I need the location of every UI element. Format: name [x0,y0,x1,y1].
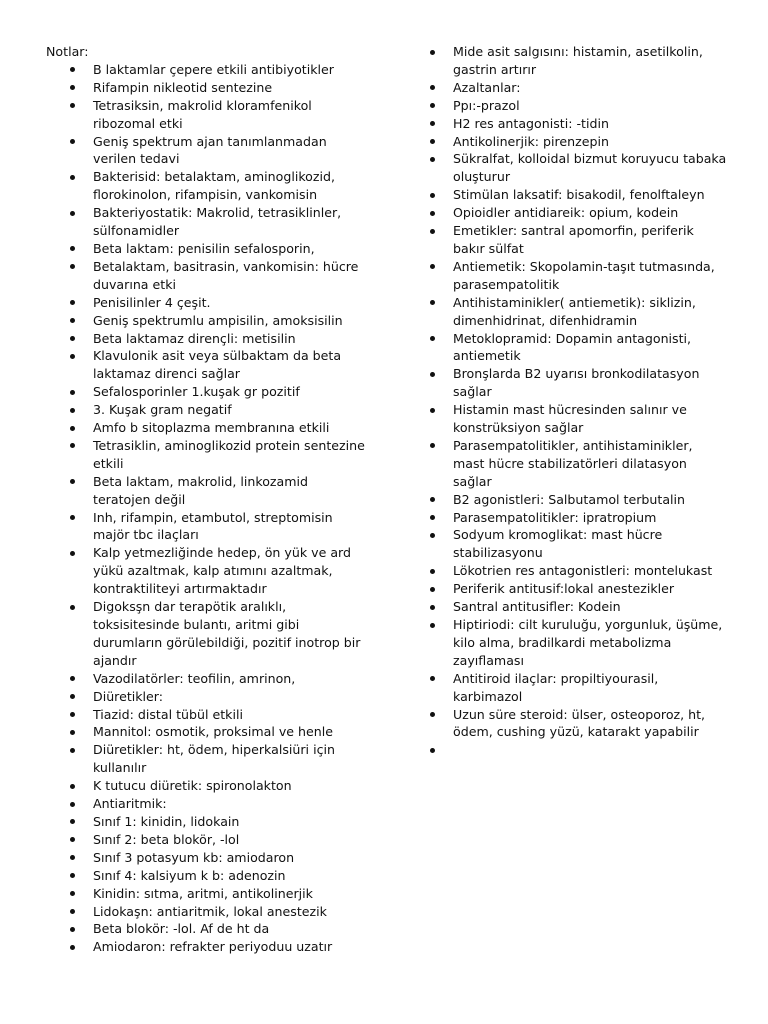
list-item [428,598,728,616]
list-item [46,544,366,598]
list-item-text: Mannitol: osmotik, proksimal ve henle [93,724,334,740]
list-item [46,437,366,473]
list-item-text: Tiazid: distal tübül etkili [93,706,243,722]
list-item [46,741,366,777]
list-item-text: Antikolinerjik: pirenzepin [453,133,609,149]
list-item [46,849,366,867]
list-item-text: Beta laktam: penisilin sefalosporin, [93,240,315,256]
list-item [46,509,366,545]
list-item [428,437,728,491]
list-item-text: Santral antitusifler: Kodein [453,599,621,615]
list-item [428,294,728,330]
list-item-text: Antihistaminikler( antiemetik): siklizin, dimenhidrinat, difenhidramin [453,294,696,328]
list-item-text [453,741,728,759]
list-item [46,347,366,383]
list-item [46,795,366,813]
list-item [46,204,366,240]
list-item-text: Diüretikler: ht, ödem, hiperkalsiüri için kullanılır [93,742,335,776]
list-item [46,688,366,706]
list-item-text: 3. Kuşak gram negatif [93,402,232,418]
list-item-text: Metoklopramid: Dopamin antagonisti, antiemetik [453,330,692,364]
list-item-text: Lökotrien res antagonistleri: montelukast [453,563,713,579]
list-item-text: Lidokaşn: antiaritmik, lokal anestezik [93,903,327,919]
list-item-text: Bakterisid: betalaktam, aminoglikozid, florokinolon, rifampisin, vankomisin [93,169,335,203]
list-item-text: Diüretikler: [93,688,164,704]
list-item-text: Emetikler: santral apomorfin, periferik bakır sülfat [453,223,694,256]
list-item [46,670,366,688]
right-bullet-list [428,43,728,759]
list-item [428,670,728,706]
list-item-text: B laktamlar çepere etkili antibiyotikler [93,61,334,77]
list-item-text: Tetrasiklin, aminoglikozid protein sentezine etkili [93,437,365,471]
list-item [46,258,366,294]
list-item [46,240,366,258]
list-item [428,741,728,759]
list-item [428,222,728,258]
list-item [46,867,366,885]
list-item [46,831,366,849]
list-item-text: Hiptiriodi: cilt kuruluğu, yorgunluk, üşüme, kilo alma, bradilkardi metabolizma zayıflaması [453,617,723,668]
list-item-text: Periferik antitusif:lokal anestezikler [453,581,675,597]
list-item [46,885,366,903]
list-item-text: Stimülan laksatif: bisakodil, fenolftaleyn [453,187,705,203]
list-item-text: Bakteriyostatik: Makrolid, tetrasiklinler, sülfonamidler [93,205,342,239]
list-item-text: Antiaritmik: [93,796,167,812]
list-item [428,580,728,598]
list-item-text: Bronşlarda B2 uyarısı bronkodilatasyon sağlar [453,366,700,400]
list-item-text: Uzun süre steroid: ülser, osteoporoz, ht, ödem, cushing yüzü, katarakt yapabilir [453,706,706,740]
list-item [428,365,728,401]
list-item-text: Vazodilatörler: teofilin, amrinon, [93,670,296,686]
list-item [428,186,728,204]
list-item [428,616,728,670]
list-item-text: Sodyum kromoglikat: mast hücre stabilizasyonu [453,527,663,561]
list-item [428,79,728,97]
list-item [46,97,366,133]
list-item [428,706,728,742]
list-item [46,294,366,312]
notes-heading: Notlar: [46,44,89,59]
list-item-text: Kinidin: sıtma, aritmi, antikolinerjik [93,885,313,901]
list-item-text: Mide asit salgısını: histamin, asetilkolin, gastrin artırır [453,44,703,77]
list-item [46,383,366,401]
list-item-text: Sınıf 2: beta blokör, -lol [93,831,240,847]
list-item-text: Geniş spektrumlu ampisilin, amoksisilin [93,312,343,328]
list-item-text: Beta laktamaz dirençli: metisilin [93,330,296,346]
list-item [46,168,366,204]
list-item [46,706,366,724]
list-item-text: Kalp yetmezliğinde hedep, ön yük ve ard yükü azaltmak, kalp atımını azaltmak, kontraktiliteyi artırmaktadır [93,545,351,597]
list-item-text: Opioidler antidiareik: opium, kodein [453,205,679,221]
list-item-text: Antitiroid ilaçlar: propiltiyourasil, karbimazol [453,670,659,704]
list-item-text: Sefalosporinler 1.kuşak gr pozitif [93,384,300,400]
list-item [46,777,366,795]
list-item [46,903,366,921]
list-item [428,150,728,186]
list-item [46,312,366,330]
list-item-text: Geniş spektrum ajan tanımlanmadan verilen tedavi [93,133,327,167]
list-item-text: Beta blokör: -lol. Af de ht da [93,921,270,937]
list-item-text: Parasempatolitikler: ipratropium [453,509,657,525]
list-item [428,330,728,366]
list-item-text: Rifampin nikleotid sentezine [93,79,273,95]
list-item-text: Sınıf 3 potasyum kb: amiodaron [93,849,295,865]
list-item-text: Digoksşn dar terapötik aralıklı, toksisitesinde bulantı, aritmi gibi durumların görülebildiği, pozitif inotrop bir ajandır [93,599,361,668]
list-item-text: K tutucu diüretik: spironolakton [93,778,292,794]
list-item-text: Inh, rifampin, etambutol, streptomisin majör tbc ilaçları [93,509,333,543]
list-item [46,813,366,831]
list-item [428,509,728,527]
list-item [46,61,366,79]
list-item [46,401,366,419]
list-item-text: Beta laktam, makrolid, linkozamid teratojen değil [93,473,308,507]
list-item [46,938,366,956]
list-item-text: Klavulonik asit veya sülbaktam da beta laktamaz direnci sağlar [93,348,342,382]
list-item-text: Sınıf 4: kalsiyum k b: adenozin [93,867,286,883]
list-item-text: H2 res antagonisti: -tidin [453,115,609,131]
list-item-text: Parasempatolitikler, antihistaminikler, mast hücre stabilizatörleri dilatasyon sağlar [453,437,693,489]
list-item [46,473,366,509]
list-item-text: Azaltanlar: [453,79,521,95]
list-item [46,330,366,348]
list-item [46,133,366,169]
list-item-text: Amiodaron: refrakter periyoduu uzatır [93,939,333,955]
list-item [428,204,728,222]
list-item [46,920,366,938]
list-item [428,562,728,580]
list-item-text: Amfo b sitoplazma membranına etkili [93,420,330,436]
list-item [428,401,728,437]
left-column [46,43,366,956]
list-item [46,598,366,670]
list-item-text: Sükralfat, kolloidal bizmut koruyucu tabaka oluşturur [453,151,727,185]
list-item-text: Antiemetik: Skopolamin-taşıt tutmasında, parasempatolitik [453,258,715,292]
list-item-text: Histamin mast hücresinden salınır ve konstrüksiyon sağlar [453,402,687,436]
list-item-text: Sınıf 1: kinidin, lidokain [93,813,240,829]
list-item [428,43,728,79]
left-bullet-list [46,61,366,956]
list-item [46,79,366,97]
list-item [46,723,366,741]
list-item-text: Tetrasiksin, makrolid kloramfenikol ribozomal etki [93,97,312,131]
list-item [46,419,366,437]
list-item-text: B2 agonistleri: Salbutamol terbutalin [453,491,686,507]
list-item-text: Penisilinler 4 çeşit. [93,294,211,310]
list-item [428,115,728,133]
list-item [428,97,728,115]
list-item-text: Ppı:-prazol [453,97,520,113]
list-item [428,133,728,151]
right-column [428,43,728,759]
list-item-text: Betalaktam, basitrasin, vankomisin: hücre duvarına etki [93,258,359,292]
list-item [428,526,728,562]
list-item [428,258,728,294]
list-item [428,491,728,509]
